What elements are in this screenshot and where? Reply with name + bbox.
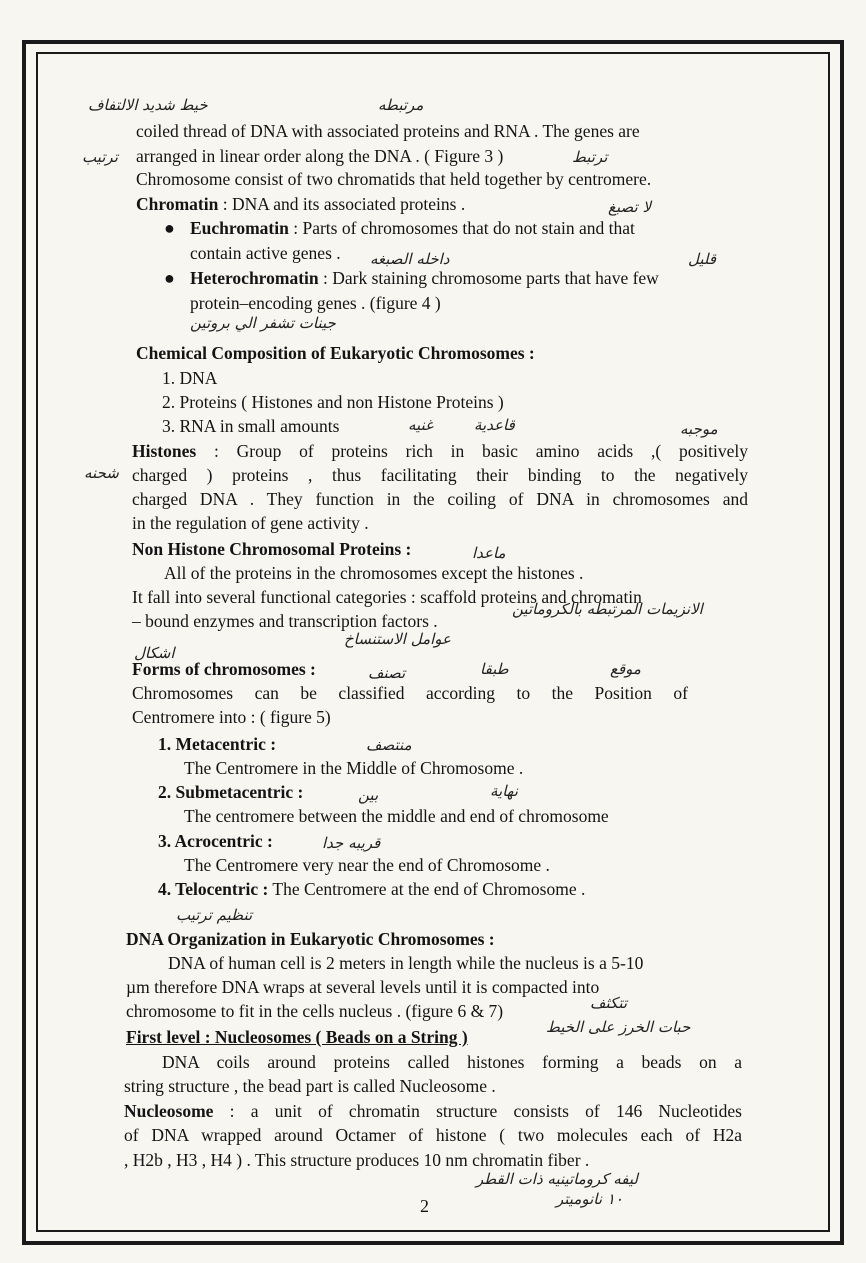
handwritten-note: ١٠ نانوميتر <box>556 1190 623 1208</box>
handwritten-note: داخله الصبغه <box>370 250 450 268</box>
handwritten-note: الانزيمات المرتبطه بالكروماتين <box>512 600 703 618</box>
list-item: 1. DNA <box>162 368 218 388</box>
text-line: All of the proteins in the chromosomes except the histones . <box>164 563 584 583</box>
term: Chromatin <box>136 194 219 214</box>
bullet-icon: ● <box>164 268 175 288</box>
page-number: 2 <box>420 1196 429 1216</box>
handwritten-note: جينات تشفر الي بروتين <box>190 314 336 332</box>
list-item: 2. Proteins ( Histones and non Histone Proteins ) <box>162 392 504 412</box>
handwritten-note: تتكثف <box>590 994 628 1012</box>
text-line: string structure , the bead part is called Nucleosome . <box>124 1076 496 1096</box>
handwritten-note: منتصف <box>366 736 412 754</box>
section-heading: Chemical Composition of Eukaryotic Chromosomes : <box>136 343 535 363</box>
text-line: coiled thread of DNA with associated proteins and RNA . The genes are <box>136 121 640 141</box>
term: Histones <box>132 441 197 461</box>
form-description: The centromere between the middle and end of chromosome <box>184 806 609 826</box>
text: The Centromere at the end of Chromosome . <box>268 879 586 899</box>
nucleosome-definition <box>124 1100 742 1122</box>
text-line: It fall into several functional categories : scaffold proteins and chromatin <box>132 587 642 607</box>
text-line: of DNA wrapped around Octamer of histone ( two molecules each of H2a <box>124 1125 742 1145</box>
handwritten-note: غنيه <box>408 416 433 434</box>
term: Heterochromatin <box>190 268 319 288</box>
text: : Parts of chromosomes that do not stain and that <box>288 218 635 238</box>
form-title: 1. Metacentric : <box>158 734 277 754</box>
handwritten-note: قليل <box>688 250 717 268</box>
text-line: charged ) proteins , thus facilitating their binding to the negatively <box>132 465 748 485</box>
handwritten-note: ترتبط <box>572 148 608 166</box>
bullet-icon: ● <box>164 218 175 238</box>
handwritten-note: اشكال <box>134 644 175 662</box>
form-description: The Centromere in the Middle of Chromosome . <box>184 758 524 778</box>
handwritten-note: ليفه كروماتينيه ذات القطر <box>476 1170 638 1188</box>
telocentric-line <box>158 878 585 900</box>
text-line: , H2b , H3 , H4 ) . This structure produces 10 nm chromatin fiber . <box>124 1150 590 1170</box>
text-line: in the regulation of gene activity . <box>132 513 369 533</box>
handwritten-note: قاعدية <box>474 416 515 434</box>
term: Nucleosome <box>124 1101 214 1121</box>
section-heading: First level : Nucleosomes ( Beads on a String ) <box>126 1027 468 1047</box>
text: : Dark staining chromosome parts that have few <box>318 268 659 288</box>
text-line: Chromosomes can be classified according to the Position of <box>132 683 688 703</box>
term: 4. Telocentric : <box>158 879 269 899</box>
list-item: 3. RNA in small amounts <box>162 416 340 436</box>
handwritten-note: خيط شديد الالتفاف <box>88 96 208 114</box>
handwritten-note: قريبه جدا <box>322 834 381 852</box>
text-line: chromosome to fit in the cells nucleus . (figure 6 & 7) <box>126 1001 504 1021</box>
text: : DNA and its associated proteins . <box>218 194 466 214</box>
section-heading: Non Histone Chromosomal Proteins : <box>132 539 412 559</box>
text-line: charged DNA . They function in the coiling of DNA in chromosomes and <box>132 489 748 509</box>
handwritten-note: تنظيم ترتيب <box>176 906 253 924</box>
form-title: 2. Submetacentric : <box>158 782 304 802</box>
handwritten-note: طبقا <box>480 660 509 678</box>
chromatin-definition <box>136 193 465 215</box>
text-line: – bound enzymes and transcription factors . <box>132 611 438 631</box>
handwritten-note: ماعدا <box>472 544 506 562</box>
histones-paragraph <box>132 440 748 462</box>
text: : Group of proteins rich in basic amino acids ,( positively <box>196 441 748 461</box>
text-line: arranged in linear order along the DNA . ( Figure 3 ) <box>136 146 504 166</box>
text-line: Chromosome consist of two chromatids that held together by centromere. <box>136 169 652 189</box>
handwritten-note: لا تصبغ <box>608 198 652 216</box>
handwritten-note: مرتبطه <box>378 96 424 114</box>
section-heading: Forms of chromosomes : <box>132 659 316 679</box>
text: : a unit of chromatin structure consists of 146 Nucleotides <box>213 1101 742 1121</box>
handwritten-note: عوامل الاستنساخ <box>344 630 452 648</box>
handwritten-note: نهاية <box>490 782 518 800</box>
handwritten-note: شحنه <box>84 464 119 482</box>
section-heading: DNA Organization in Eukaryotic Chromosomes : <box>126 929 495 949</box>
text-line: DNA coils around proteins called histones forming a beads on a <box>162 1052 742 1072</box>
handwritten-note: موجبه <box>680 420 718 438</box>
term: Euchromatin <box>190 218 289 238</box>
text-line: DNA of human cell is 2 meters in length while the nucleus is a 5-10 <box>168 953 644 973</box>
text-line: µm therefore DNA wraps at several levels until it is compacted into <box>126 977 600 997</box>
text-line: contain active genes . <box>190 243 341 263</box>
handwritten-note: تصنف <box>368 664 406 682</box>
handwritten-note: ترتيب <box>82 148 118 166</box>
text-line: Centromere into : ( figure 5) <box>132 707 331 727</box>
text-line: protein–encoding genes . (figure 4 ) <box>190 293 441 313</box>
heterochromatin-definition <box>190 267 659 289</box>
handwritten-note: موقع <box>610 660 641 678</box>
form-title: 3. Acrocentric : <box>158 831 273 851</box>
form-description: The Centromere very near the end of Chromosome . <box>184 855 550 875</box>
euchromatin-definition <box>190 217 635 239</box>
handwritten-note: حبات الخرز على الخيط <box>546 1018 691 1036</box>
handwritten-note: بين <box>358 786 379 804</box>
